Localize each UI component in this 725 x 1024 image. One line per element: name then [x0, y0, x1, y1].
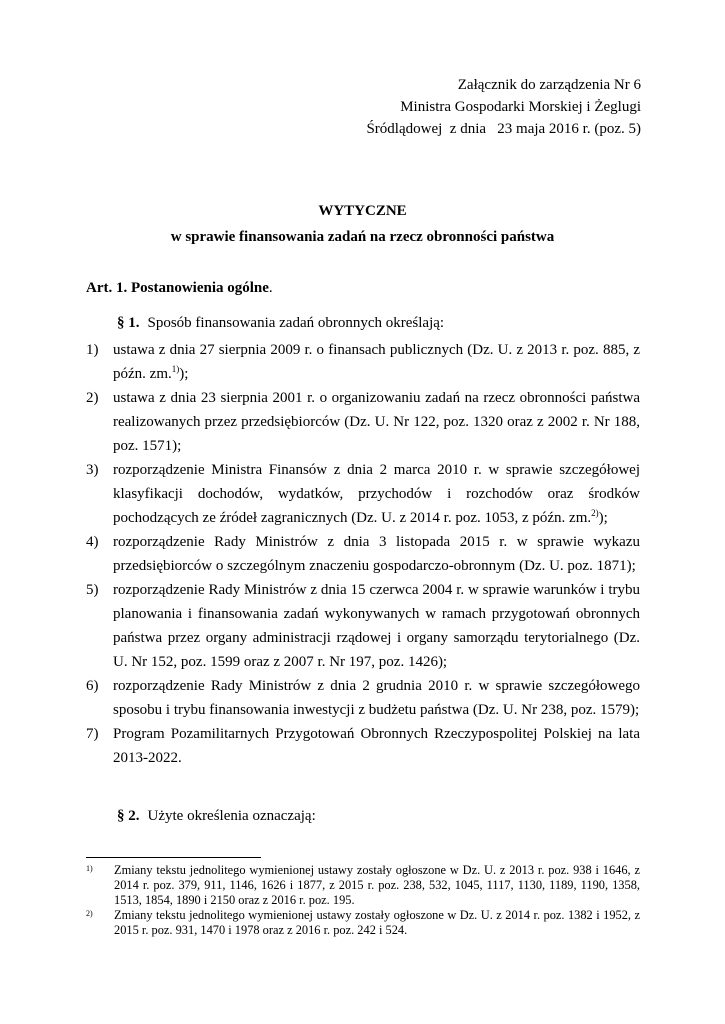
list-item-number: 5): [86, 582, 99, 598]
footnote-number: 1): [86, 864, 93, 873]
list-item-text: rozporządzenie Ministra Finansów z dnia 2 marca 2010 r. w sprawie szczegółowej klasyfikacji dochodów, wydatków, przychodów i rozchodów oraz środków pochodzących ze źródeł zagranicznych (Dz. U. z 2014 r. poz. 1053, z późn. zm.: [113, 462, 640, 526]
footnote-divider: [86, 857, 261, 858]
list-item: [86, 578, 640, 674]
list-item-text: ustawa z dnia 27 sierpnia 2009 r. o finansach publicznych (Dz. U. z 2013 r. poz. 885, z późn. zm.: [113, 342, 640, 382]
header-line-3: Śródlądowej z dnia 23 maja 2016 r. (poz. 5): [366, 121, 641, 137]
list-item: [86, 722, 640, 770]
list-item-number: 6): [86, 678, 99, 694]
article-heading: [86, 280, 273, 297]
list-item-text: Program Pozamilitarnych Przygotowań Obronnych Rzeczypospolitej Polskiej na lata 2013-2022.: [113, 726, 640, 766]
paragraph-1-text: Sposób finansowania zadań obronnych określają:: [147, 315, 445, 331]
header-line-2: Ministra Gospodarki Morskiej i Żeglugi: [400, 99, 641, 115]
list-item: [86, 530, 640, 578]
legal-basis-list: [86, 338, 640, 770]
article-heading-text: Art. 1. Postanowienia ogólne: [86, 280, 269, 296]
list-item-text: rozporządzenie Rady Ministrów z dnia 2 grudnia 2010 r. w sprawie szczegółowego sposobu i trybu finansowania inwestycji z budżetu państwa (Dz. U. Nr 238, poz. 1579);: [113, 678, 640, 718]
footnote-reference: 1): [171, 364, 180, 374]
paragraph-2-symbol: § 2.: [117, 808, 140, 824]
list-item: [86, 338, 640, 386]
paragraph-1: [117, 313, 444, 333]
footnote-number: 2): [86, 909, 93, 918]
list-item: [86, 386, 640, 458]
list-item-number: 7): [86, 726, 99, 742]
header-line-1: Załącznik do zarządzenia Nr 6: [457, 77, 641, 93]
list-item-number: 3): [86, 462, 99, 478]
list-item: [86, 458, 640, 530]
document-subtitle: w sprawie finansowania zadań na rzecz obronności państwa: [170, 229, 555, 245]
footnote-text: Zmiany tekstu jednolitego wymienionej ustawy zostały ogłoszone w Dz. U. z 2014 r. poz. 1382 i 1952, z 2015 r. poz. 931, 1470 i 1978 oraz z 2016 r. poz. 242 i 524.: [114, 908, 640, 937]
paragraph-2: [117, 806, 316, 826]
list-item-suffix: );: [179, 366, 189, 382]
document-title-block: [0, 198, 725, 250]
attachment-header: [366, 74, 641, 140]
list-item-text: rozporządzenie Rady Ministrów z dnia 15 czerwca 2004 r. w sprawie warunków i trybu planowania i finansowania zadań wykonywanych w ramach przygotowań obronnych państwa przez organy administracji rządowej i organy samorządu terytorialnego (Dz. U. Nr 152, poz. 1599 oraz z 2007 r. Nr 197, poz. 1426);: [113, 582, 640, 670]
list-item-suffix: );: [598, 510, 608, 526]
footnote: [86, 908, 640, 938]
article-heading-suffix: .: [268, 280, 273, 296]
footnotes-list: [86, 863, 640, 938]
list-item-number: 1): [86, 342, 99, 358]
document-title: WYTYCZNE: [318, 203, 407, 219]
list-item: [86, 674, 640, 722]
paragraph-2-text: Użyte określenia oznaczają:: [147, 808, 316, 824]
list-item-number: 2): [86, 390, 99, 406]
list-item-number: 4): [86, 534, 99, 550]
paragraph-1-symbol: § 1.: [117, 315, 140, 331]
footnote-reference: 2): [591, 508, 599, 518]
footnote: [86, 863, 640, 908]
list-item-text: rozporządzenie Rady Ministrów z dnia 3 listopada 2015 r. w sprawie wykazu przedsiębiorców o szczególnym znaczeniu gospodarczo-obronnym (Dz. U. poz. 1871);: [113, 534, 640, 574]
footnote-text: Zmiany tekstu jednolitego wymienionej ustawy zostały ogłoszone w Dz. U. z 2013 r. poz. 938 i 1646, z 2014 r. poz. 379, 911, 1146, 1626 i 1877, z 2015 r. poz. 238, 532, 1045, 1117, 1130, 1189, 1190, 1358, 1513, 1854, 1890 i 2150 oraz z 2016 r. poz. 195.: [114, 863, 640, 907]
list-item-text: ustawa z dnia 23 sierpnia 2001 r. o organizowaniu zadań na rzecz obronności państwa realizowanych przez przedsiębiorców (Dz. U. Nr 122, poz. 1320 oraz z 2002 r. Nr 188, poz. 1571);: [113, 390, 640, 454]
